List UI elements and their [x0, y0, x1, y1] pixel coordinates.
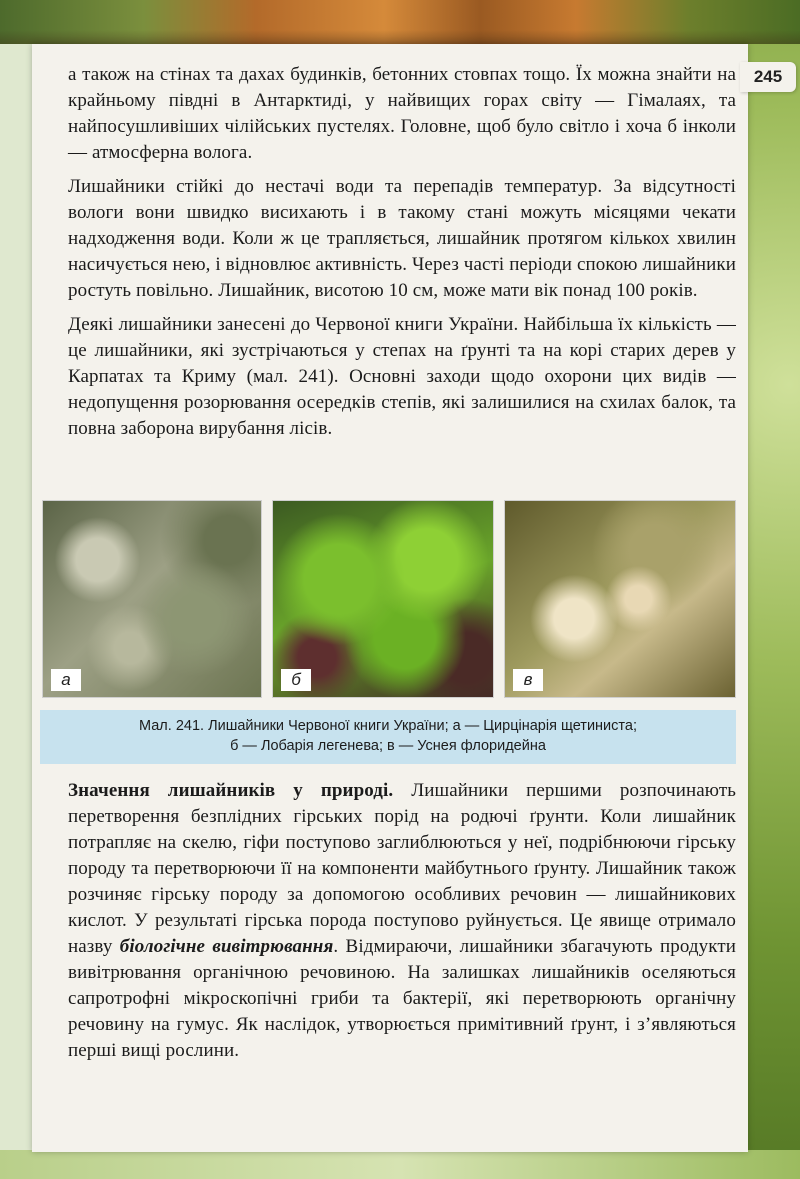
section-paragraph	[68, 778, 736, 1064]
figure-241	[42, 500, 734, 696]
paragraph-3: Деякі лишайники занесені до Червоної книги України. Найбільша їх кількість — це лишайники, які зустрічаються у степах на ґрунті та на корі старих дерев у Карпатах та Криму (мал. 241). Основні заходи щодо охорони цих видів — недопущення розорювання осередків степів, які залишилися на схилах балок, та повна заборона вирубання лісів.	[68, 314, 736, 439]
section-text-after-term: . Відмираючи, лишайники збагачують продукти вивітрювання органічною речовиною. На залишках лишайників оселяються сапротрофні мікроскопічні гриби та бактерії, які перетворюють органічну речовину на гумус. Як наслідок, утворюється примітивний ґрунт, і з’являються перші вищі рослини.	[68, 936, 736, 1061]
bottom-decorative-strip	[0, 1150, 800, 1179]
photo-lobaria	[272, 500, 494, 698]
photo-label-b: б	[281, 669, 311, 691]
paragraph-1: а також на стінах та дахах будинків, бетонних стовпах тощо. Їх можна знайти на крайньому півдні в Антарктиді, у найвищих горах світу — Гімалаях, та найпосушливіших чілійських пустелях. Головне, щоб було світло і хоча б інколи — атмосферна волога.	[68, 64, 736, 163]
body-text-section	[68, 778, 736, 1064]
paragraph-2: Лишайники стійкі до нестачі води та перепадів температур. За відсутності вологи вони швидко висихають і в такому стані можуть місяцями чекати надходження води. Коли ж це трапляється, лишайник протягом кількох хвилин насичується нею, і відновлює активність. Через часті періоди спокою лишайники ростуть повільно. Лишайник, висотою 10 см, може мати вік понад 100 років.	[68, 176, 736, 301]
photo-label-v: в	[513, 669, 543, 691]
section-text-before-term: Лишайники першими розпочинають перетворення безплідних гірських порід на родючі ґрунти. Коли лишайник потрапляє на скелю, гіфи поступово заглиблюються у неї, подрібнюючи гірську породу та перетворюючи її на компоненти майбутнього ґрунту. Лишайник також розчиняє гірську породу за допомогою особливих речовин — лишайникових кислот. У результаті гірська порода поступово руйнується. Це явище отримало назву	[68, 780, 736, 957]
section-term: біологічне вивітрювання	[119, 936, 334, 957]
caption-line-2: б — Лобарія легенева; в — Уснея флоридейна	[230, 738, 546, 754]
section-heading: Значення лишайників у природі.	[68, 780, 394, 801]
body-text-top	[68, 62, 736, 442]
leaf-background-image	[744, 44, 800, 1179]
top-decorative-banner	[0, 0, 800, 44]
photo-usnea	[504, 500, 736, 698]
caption-line-1: Мал. 241. Лишайники Червоної книги України; а — Цирцінарія щетиниста;	[139, 718, 637, 734]
photo-cirtsinaria	[42, 500, 262, 698]
page-number: 245	[740, 62, 796, 92]
photo-label-a: а	[51, 669, 81, 691]
figure-caption	[40, 710, 736, 764]
